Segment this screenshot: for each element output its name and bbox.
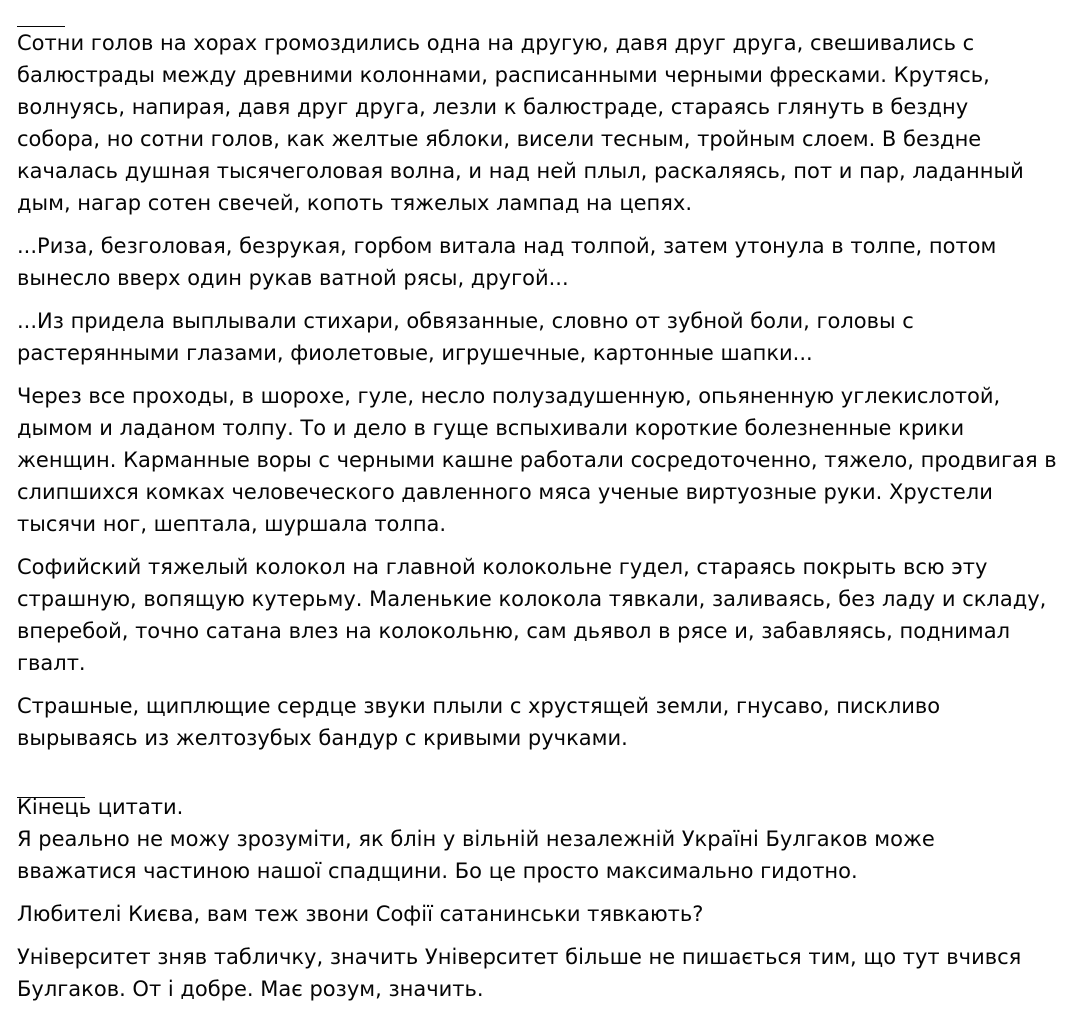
quote-paragraph-5: Софийский тяжелый колокол на главной колокольне гудел, стараясь покрыть всю эту страшную, вопящую кутерьму. Маленькие колокола тявкали, заливаясь, без ладу и складу, вперебой, точно сатана влез на колокольню, сам дьявол в рясе и, забавляясь, поднимал гвалт.: [17, 555, 1047, 675]
top-divider-line: [17, 26, 65, 27]
quote-paragraph-2: ...Риза, безголовая, безрукая, горбом витала над толпой, затем утонула в толпе, потом вынесло вверх один рукав ватной рясы, другой...: [17, 234, 997, 290]
quote-paragraph-4: Через все проходы, в шорохе, гуле, несло полузадушенную, опьяненную углекислотой, дымом и ладаном толпу. То и дело в гуще вспыхивали короткие болезненные крики женщин. Карманные воры с черными кашне работали сосредоточенно, тяжело, продвигая в слипшихся комках человеческого давленного мяса ученые виртуозные руки. Хрустели тысячи ног, шептала, шуршала толпа.: [17, 384, 1057, 536]
bottom-divider-line: [17, 797, 85, 798]
bottom-divider: [17, 759, 1057, 791]
post-body: [17, 0, 1057, 1016]
quote-paragraph-1: Сотни голов на хорах громоздились одна на другую, давя друг друга, свешивались с балюстрады между древними колоннами, расписанными черными фресками. Крутясь, волнуясь, напирая, давя друг друга, лезли к балюстраде, стараясь глянуть в бездну собора, но сотни голов, как желтые яблоки, висели тесным, тройным слоем. В бездне качалась душная тысячеголовая волна, и над ней плыл, раскаляясь, пот и пар, ладанный дым, нагар сотен свечей, копоть тяжелых лампад на цепях.: [17, 31, 1024, 215]
quote-paragraph-3: ...Из придела выплывали стихари, обвязанные, словно от зубной боли, головы с растерянными глазами, фиолетовые, игрушечные, картонные шапки...: [17, 309, 914, 365]
top-divider: [17, 0, 1057, 18]
comment-text-2: Любителі Києва, вам теж звони Софії сатанинськи тявкають?: [17, 902, 704, 926]
quote-paragraph-6: Страшные, щиплющие сердце звуки плыли с хрустящей земли, гнусаво, пискливо вырываясь из желтозубых бандур с кривыми ручками.: [17, 694, 941, 750]
end-quote-text: Кінець цитати.: [17, 795, 184, 819]
comment-text-1: Я реально не можу зрозуміти, як блін у вільній незалежній Україні Булгаков може вважатися частиною нашої спадщини. Бо це просто максимально гидотно.: [17, 827, 935, 883]
comment-block-1: [17, 791, 1057, 887]
comment-text-3: Університет зняв табличку, значить Університет більше не пишається тим, що тут вчився Булгаков. От і добре. Має розум, значить.: [17, 945, 1022, 1001]
